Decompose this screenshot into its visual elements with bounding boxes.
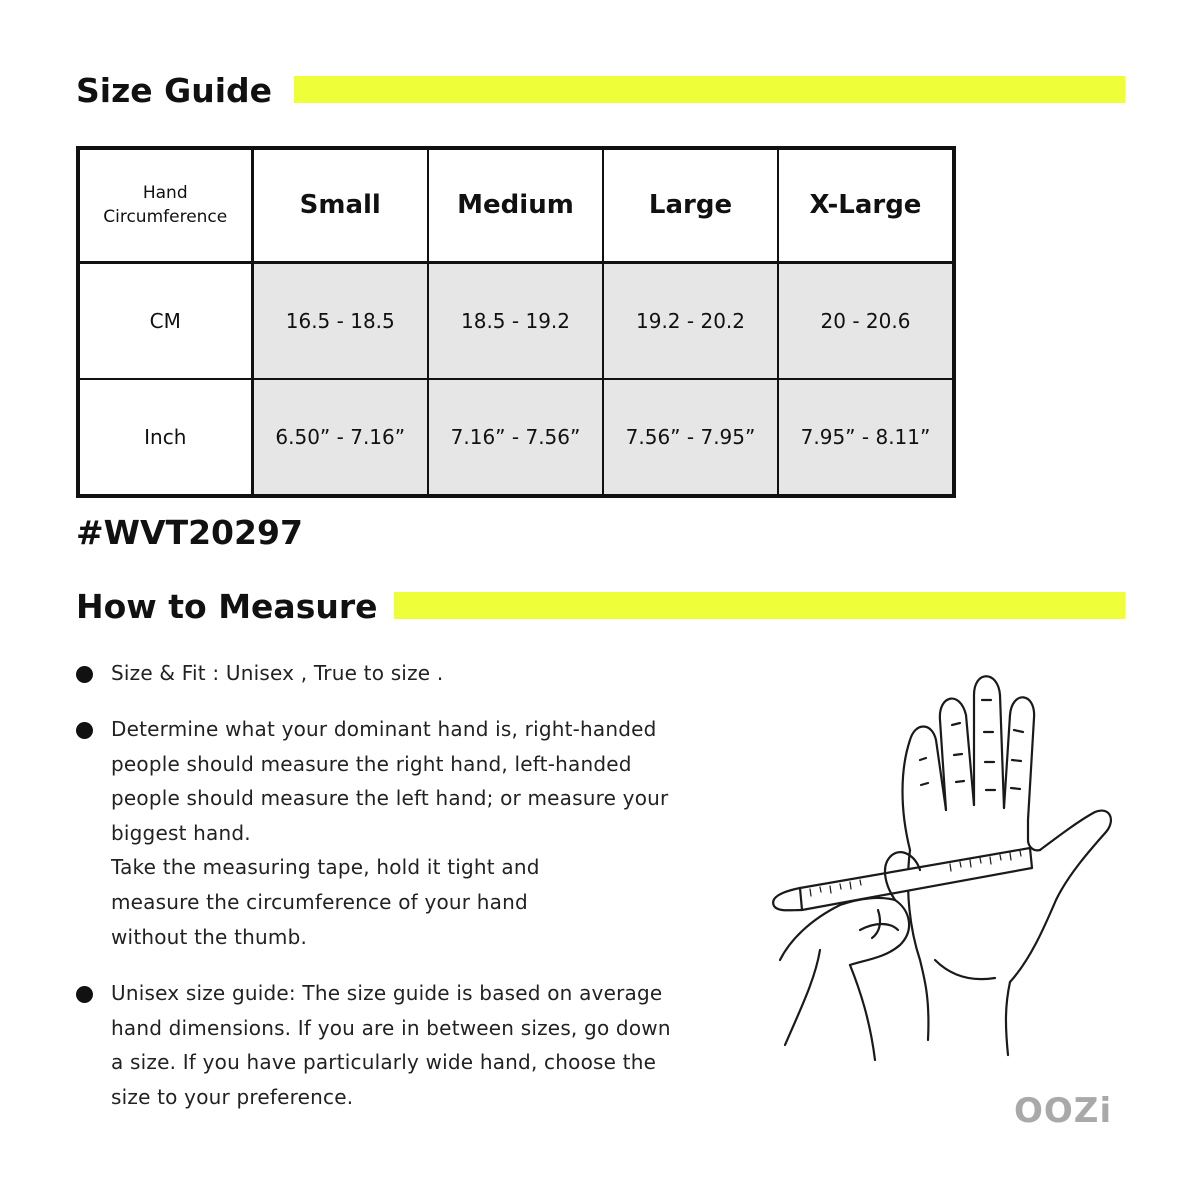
size-header-large: Large bbox=[603, 148, 778, 262]
size-header-x-large: X-Large bbox=[778, 148, 954, 262]
hand-measuring-tape-icon bbox=[760, 660, 1140, 1080]
bullet-line: a size. If you have particularly wide hand, choose the bbox=[111, 1050, 657, 1075]
table-header-row bbox=[78, 148, 954, 262]
size-header-small: Small bbox=[252, 148, 428, 262]
list-item bbox=[76, 656, 736, 690]
brand-logo: OOZi bbox=[1014, 1091, 1113, 1131]
bullet-line: hand dimensions. If you are in between sizes, go down bbox=[111, 1015, 671, 1040]
bullet-line: measure the circumference of your hand bbox=[111, 889, 528, 914]
corner-label-line1: Hand bbox=[142, 183, 188, 204]
bullet-dot-icon bbox=[76, 986, 93, 1003]
product-sku: #WVT20297 bbox=[76, 513, 303, 552]
row-label-inch: Inch bbox=[78, 379, 252, 496]
bullet-line: people should measure the left hand; or measure your bbox=[111, 786, 669, 811]
bullet-line: size to your preference. bbox=[111, 1084, 354, 1109]
row-label-cm: CM bbox=[78, 262, 252, 379]
corner-label-line2: Circumference bbox=[103, 207, 228, 228]
bullet-line: Size & Fit : Unisex , True to size . bbox=[111, 661, 444, 685]
hand-circumference-header bbox=[78, 148, 252, 262]
cm-x-large-value: 20 - 20.6 bbox=[778, 262, 954, 379]
bullet-line: biggest hand. bbox=[111, 820, 251, 845]
size-header-medium: Medium bbox=[428, 148, 603, 262]
bullet-line: without the thumb. bbox=[111, 924, 308, 949]
bullet-dot-icon bbox=[76, 666, 93, 683]
cm-small-value: 16.5 - 18.5 bbox=[252, 262, 428, 379]
how-to-measure-title: How to Measure bbox=[76, 587, 378, 626]
cm-large-value: 19.2 - 20.2 bbox=[603, 262, 778, 379]
bullet-line: people should measure the right hand, left-handed bbox=[111, 751, 632, 776]
bullet-dot-icon bbox=[76, 722, 93, 739]
inch-small-value: 6.50” - 7.16” bbox=[252, 379, 428, 496]
table-row-inch bbox=[78, 379, 954, 496]
measure-instructions-list bbox=[76, 656, 736, 1115]
inch-x-large-value: 7.95” - 8.11” bbox=[778, 379, 954, 496]
size-guide-accent-bar bbox=[294, 76, 1125, 103]
size-table bbox=[76, 146, 956, 498]
inch-large-value: 7.56” - 7.95” bbox=[603, 379, 778, 496]
size-guide-title: Size Guide bbox=[76, 71, 273, 110]
cm-medium-value: 18.5 - 19.2 bbox=[428, 262, 603, 379]
list-item bbox=[76, 976, 736, 1114]
list-item bbox=[76, 712, 736, 954]
bullet-line: Determine what your dominant hand is, right-handed bbox=[111, 717, 657, 741]
table-row-cm bbox=[78, 262, 954, 379]
inch-medium-value: 7.16” - 7.56” bbox=[428, 379, 603, 496]
bullet-line: Unisex size guide: The size guide is based on average bbox=[111, 981, 663, 1006]
how-to-measure-accent-bar bbox=[394, 592, 1125, 619]
bullet-line: Take the measuring tape, hold it tight and bbox=[111, 855, 540, 880]
